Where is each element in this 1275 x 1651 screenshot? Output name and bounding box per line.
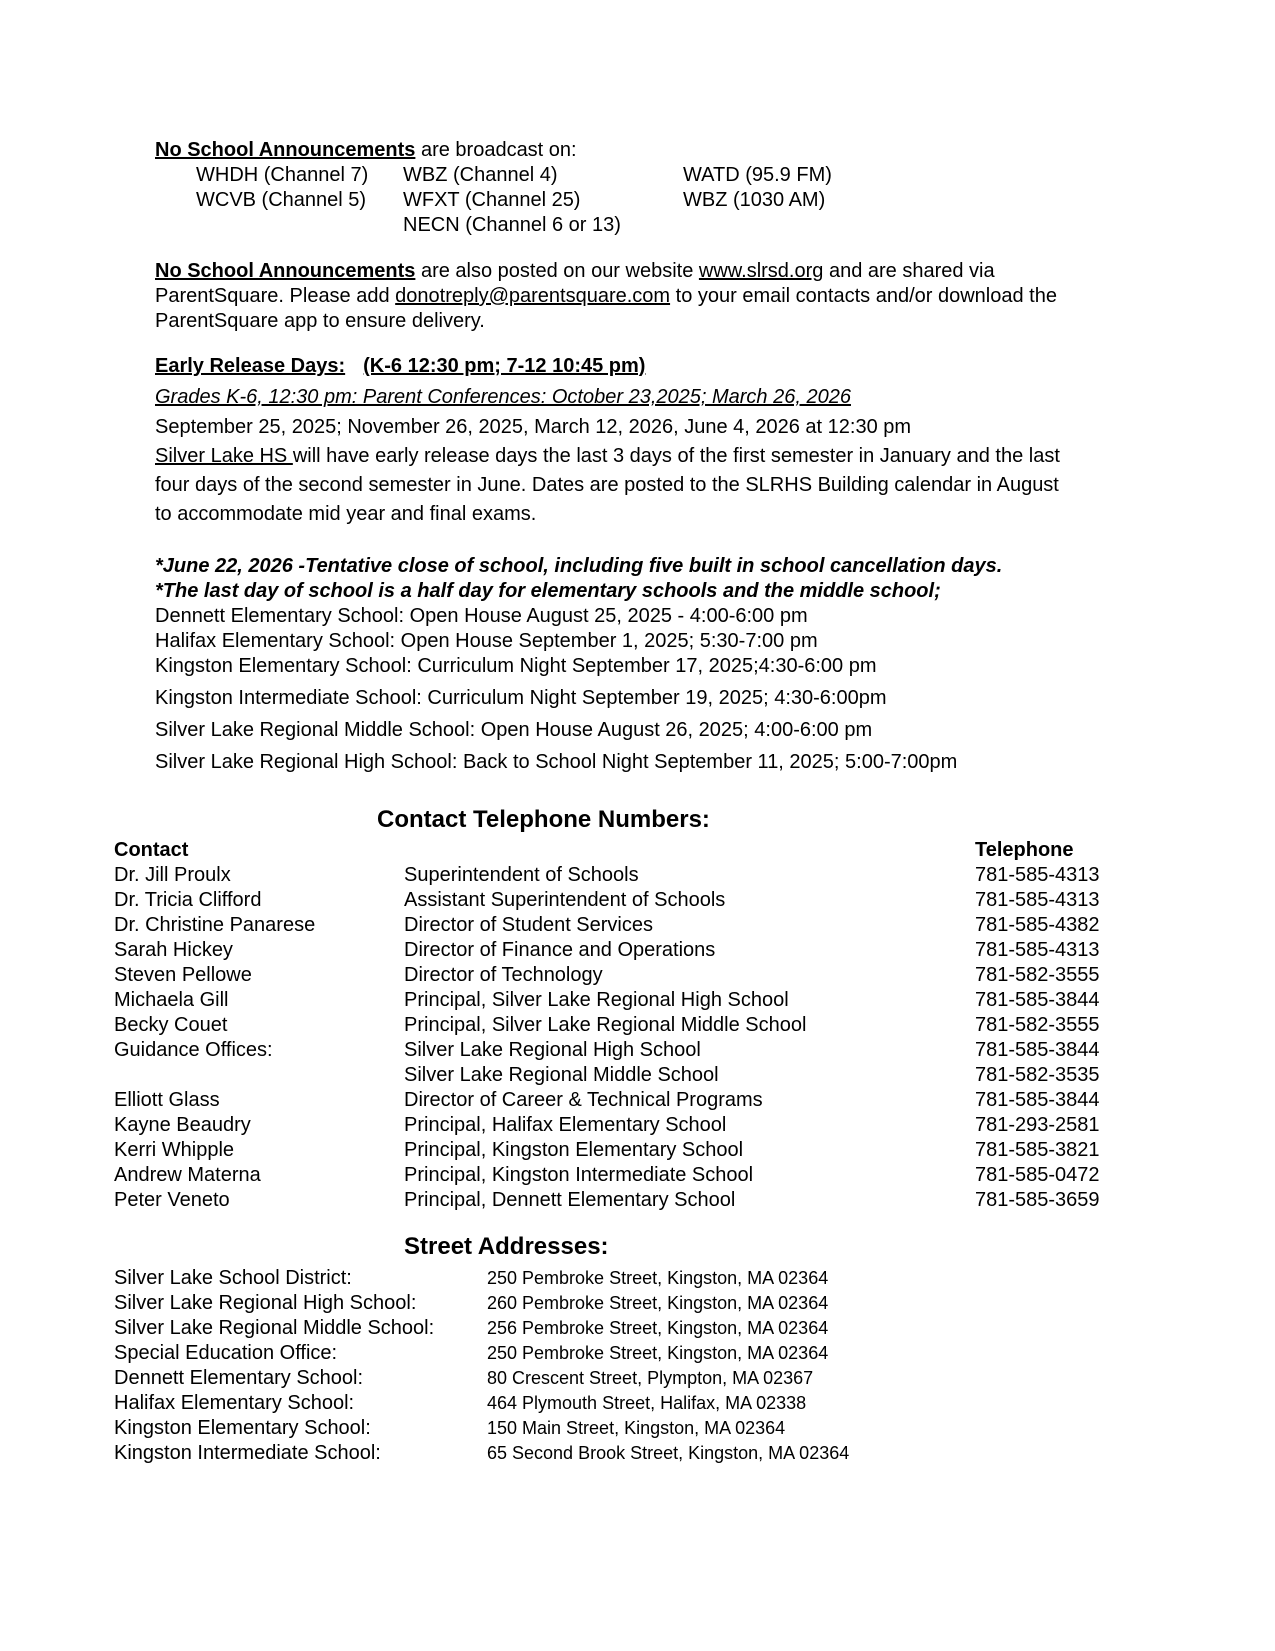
address-value: 150 Main Street, Kingston, MA 02364 [487,1418,786,1438]
event-line: Kingston Elementary School: Curriculum Night September 17, 2025;4:30-6:00 pm [155,655,877,677]
contact-name: Becky Couet [114,1014,228,1036]
hs-line-2: four days of the second semester in June. Dates are posted to the SLRHS Building calendar in August [155,474,1059,496]
announcements-heading: No School Announcements [155,139,416,161]
contact-phone: 781-582-3555 [975,1014,1100,1036]
contact-name: Elliott Glass [114,1089,220,1111]
contact-phone: 781-585-4382 [975,914,1100,936]
address-value: 250 Pembroke Street, Kingston, MA 02364 [487,1343,829,1363]
contact-phone: 781-585-3844 [975,1039,1100,1061]
web-heading: No School Announcements [155,260,416,282]
web-text: and are shared via [823,260,995,282]
early-release-times: (K-6 12:30 pm; 7-12 10:45 pm) [363,355,646,377]
contact-name: Guidance Offices: [114,1039,273,1061]
address-value: 256 Pembroke Street, Kingston, MA 02364 [487,1318,829,1338]
half-day-note: *The last day of school is a half day for elementary schools and the middle school; [155,580,941,602]
web-text: are also posted on our website [415,260,699,282]
contact-phone: 781-293-2581 [975,1114,1100,1136]
address-name: Halifax Elementary School: [114,1392,355,1414]
website-link[interactable]: www.slrsd.org [698,260,824,282]
contact-phone: 781-585-4313 [975,864,1100,886]
web-text: to your email contacts and/or download the [670,285,1057,307]
station: WBZ (1030 AM) [683,189,826,211]
contact-phone: 781-585-3844 [975,1089,1100,1111]
contact-name: Dr. Jill Proulx [114,864,231,886]
contact-role: Silver Lake Regional Middle School [404,1064,719,1086]
contact-role: Director of Student Services [404,914,653,936]
contact-phone: 781-585-4313 [975,939,1100,961]
contact-phone: 781-585-3659 [975,1189,1100,1211]
address-value: 250 Pembroke Street, Kingston, MA 02364 [487,1268,829,1288]
early-release-title: Early Release Days: [155,355,346,377]
station: WATD (95.9 FM) [683,164,832,186]
hs-text: will have early release days the last 3 days of the first semester in January and the last [292,445,1060,467]
early-release-heading [155,354,645,378]
contact-role: Principal, Halifax Elementary School [404,1114,727,1136]
contact-phone: 781-582-3535 [975,1064,1100,1086]
event-line: Silver Lake Regional High School: Back to School Night September 11, 2025; 5:00-7:00pm [155,751,958,773]
event-line: Halifax Elementary School: Open House September 1, 2025; 5:30-7:00 pm [155,630,818,652]
contact-name: Steven Pellowe [114,964,252,986]
web-line-3: ParentSquare app to ensure delivery. [155,310,485,332]
announcements-heading-suffix: are broadcast on: [415,139,577,161]
address-value: 464 Plymouth Street, Halifax, MA 02338 [487,1393,807,1413]
contact-role: Principal, Dennett Elementary School [404,1189,736,1211]
contact-column-header: Contact [114,839,189,861]
event-line: Silver Lake Regional Middle School: Open House August 26, 2025; 4:00-6:00 pm [155,719,873,741]
address-value: 80 Crescent Street, Plympton, MA 02367 [487,1368,814,1388]
event-line: Kingston Intermediate School: Curriculum Night September 19, 2025; 4:30-6:00pm [155,687,887,709]
station: WHDH (Channel 7) [196,164,369,186]
hs-line-1 [155,444,1060,468]
hs-link[interactable]: Silver Lake HS [155,445,293,467]
address-name: Kingston Intermediate School: [114,1442,381,1464]
contact-role: Director of Career & Technical Programs [404,1089,763,1111]
web-line-2 [155,284,1057,308]
event-line: Dennett Elementary School: Open House August 25, 2025 - 4:00-6:00 pm [155,605,808,627]
address-name: Dennett Elementary School: [114,1367,364,1389]
contact-phone: 781-585-4313 [975,889,1100,911]
address-name: Silver Lake Regional Middle School: [114,1317,435,1339]
address-name: Kingston Elementary School: [114,1417,371,1439]
contact-phone: 781-585-3844 [975,989,1100,1011]
contact-role: Principal, Kingston Elementary School [404,1139,744,1161]
addresses-title: Street Addresses: [404,1233,609,1260]
contact-role: Superintendent of Schools [404,864,639,886]
contact-role: Principal, Kingston Intermediate School [404,1164,754,1186]
close-of-school-note: *June 22, 2026 -Tentative close of school, including five built in school cancellation days. [155,555,1003,577]
address-name: Silver Lake Regional High School: [114,1292,417,1314]
contact-role: Principal, Silver Lake Regional High School [404,989,789,1011]
station: WFXT (Channel 25) [403,189,581,211]
contact-name: Dr. Tricia Clifford [114,889,262,911]
contact-phone: 781-585-3821 [975,1139,1100,1161]
contact-phone: 781-585-0472 [975,1164,1100,1186]
telephone-column-header: Telephone [975,839,1074,861]
hs-line-3: to accommodate mid year and final exams. [155,503,537,525]
contact-name: Michaela Gill [114,989,229,1011]
address-value: 65 Second Brook Street, Kingston, MA 02364 [487,1443,850,1463]
station: WCVB (Channel 5) [196,189,367,211]
contact-role: Director of Technology [404,964,603,986]
contact-name: Kayne Beaudry [114,1114,251,1136]
contacts-title: Contact Telephone Numbers: [377,806,710,833]
address-name: Special Education Office: [114,1342,338,1364]
early-release-dates: September 25, 2025; November 26, 2025, March 12, 2026, June 4, 2026 at 12:30 pm [155,416,912,438]
web-line-1 [155,259,995,283]
contact-role: Assistant Superintendent of Schools [404,889,726,911]
station: NECN (Channel 6 or 13) [403,214,621,236]
broadcast-intro [155,138,577,162]
email-link[interactable]: donotreply@parentsquare.com [395,285,671,307]
contact-name: Andrew Materna [114,1164,261,1186]
station: WBZ (Channel 4) [403,164,558,186]
conferences-line: Grades K-6, 12:30 pm: Parent Conferences: October 23,2025; March 26, 2026 [155,386,851,408]
contact-role: Principal, Silver Lake Regional Middle School [404,1014,807,1036]
contact-name: Peter Veneto [114,1189,230,1211]
contact-name: Sarah Hickey [114,939,233,961]
contact-name: Kerri Whipple [114,1139,235,1161]
web-text: ParentSquare. Please add [155,285,396,307]
contact-phone: 781-582-3555 [975,964,1100,986]
contact-role: Silver Lake Regional High School [404,1039,701,1061]
contact-role: Director of Finance and Operations [404,939,716,961]
address-name: Silver Lake School District: [114,1267,352,1289]
contact-name: Dr. Christine Panarese [114,914,316,936]
address-value: 260 Pembroke Street, Kingston, MA 02364 [487,1293,829,1313]
